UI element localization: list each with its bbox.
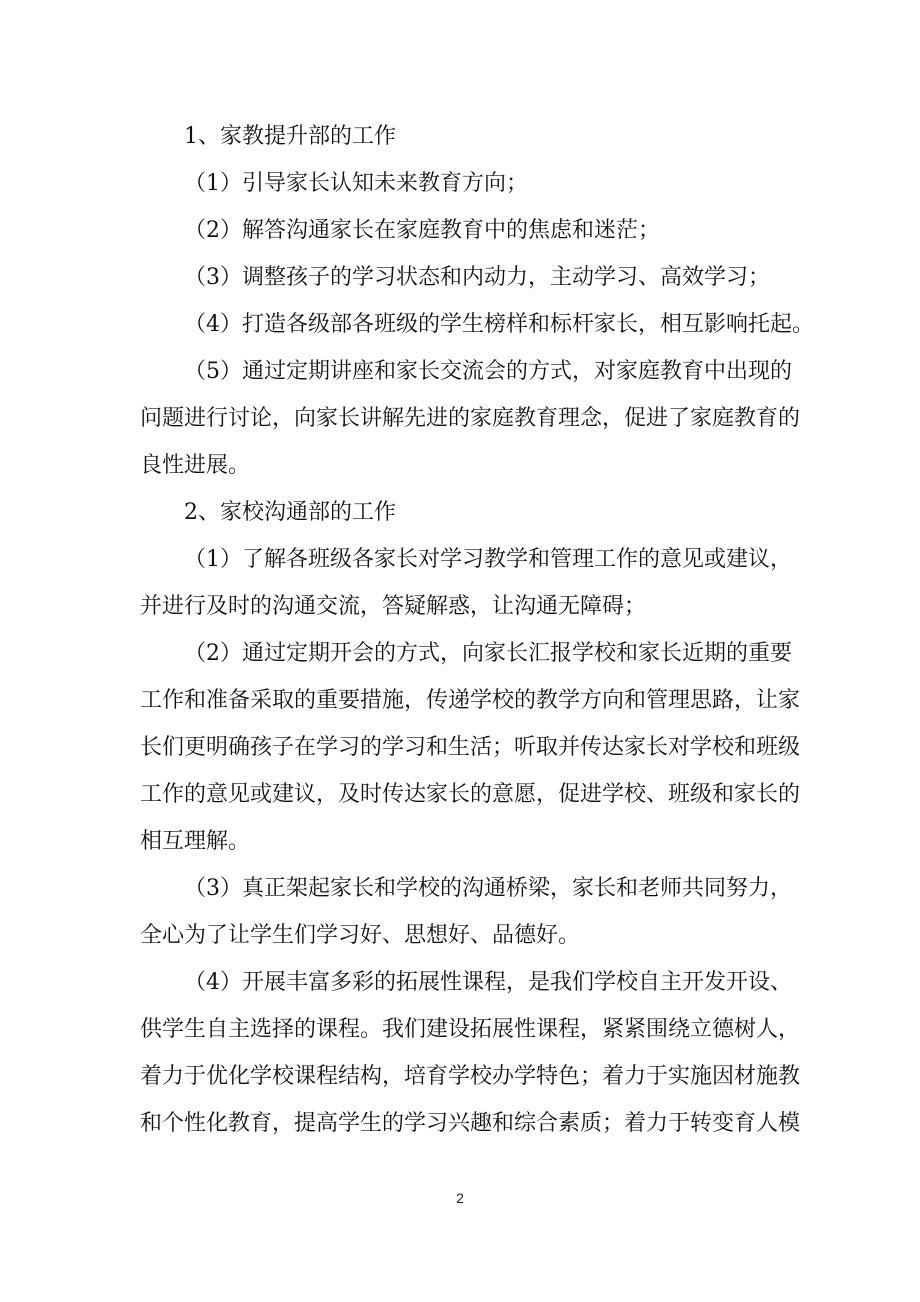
paragraph-line: 供学生自主选择的课程。我们建设拓展性课程，紧紧围绕立德树人， xyxy=(140,1017,801,1042)
section-heading-1: 1、家教提升部的工作 xyxy=(184,124,396,149)
paragraph-line: （3）调整孩子的学习状态和内动力，主动学习、高效学习； xyxy=(184,265,770,290)
paragraph-line: （4）开展丰富多彩的拓展性课程，是我们学校自主开发开设、 xyxy=(184,970,792,995)
paragraph-line: 长们更明确孩子在学习的学习和生活；听取并传达家长对学校和班级 xyxy=(140,735,801,760)
paragraph-line: 并进行及时的沟通交流，答疑解惑，让沟通无障碍； xyxy=(140,594,647,619)
paragraph-line: （1）了解各班级各家长对学习教学和管理工作的意见或建议， xyxy=(184,547,792,572)
paragraph-line: 工作的意见或建议，及时传达家长的意愿，促进学校、班级和家长的 xyxy=(140,782,801,807)
paragraph-line: （3）真正架起家长和学校的沟通桥梁，家长和老师共同努力， xyxy=(184,876,792,901)
paragraph-line: （4）打造各级部各班级的学生榜样和标杆家长，相互影响托起。 xyxy=(184,312,814,337)
paragraph-line: 相互理解。 xyxy=(140,829,251,854)
paragraph-line: 全心为了让学生们学习好、思想好、品德好。 xyxy=(140,923,581,948)
document-body xyxy=(140,113,814,1147)
paragraph-line: 问题进行讨论，向家长讲解先进的家庭教育理念，促进了家庭教育的 xyxy=(140,406,801,431)
paragraph-line: （1）引导家长认知未来教育方向； xyxy=(184,171,528,196)
section-heading-2: 2、家校沟通部的工作 xyxy=(184,500,396,525)
paragraph-line: 和个性化教育，提高学生的学习兴趣和综合素质；着力于转变育人模 xyxy=(140,1111,801,1136)
paragraph-line: （2）解答沟通家长在家庭教育中的焦虑和迷茫； xyxy=(184,218,660,243)
paragraph-line: 良性进展。 xyxy=(140,453,251,478)
paragraph-line: （2）通过定期开会的方式，向家长汇报学校和家长近期的重要 xyxy=(184,641,792,666)
paragraph-line: （5）通过定期讲座和家长交流会的方式，对家庭教育中出现的 xyxy=(184,359,792,384)
page-number: 2 xyxy=(456,1190,464,1206)
paragraph-line: 工作和准备采取的重要措施，传递学校的教学方向和管理思路，让家 xyxy=(140,688,801,713)
paragraph-line: 着力于优化学校课程结构，培育学校办学特色；着力于实施因材施教 xyxy=(140,1064,801,1089)
